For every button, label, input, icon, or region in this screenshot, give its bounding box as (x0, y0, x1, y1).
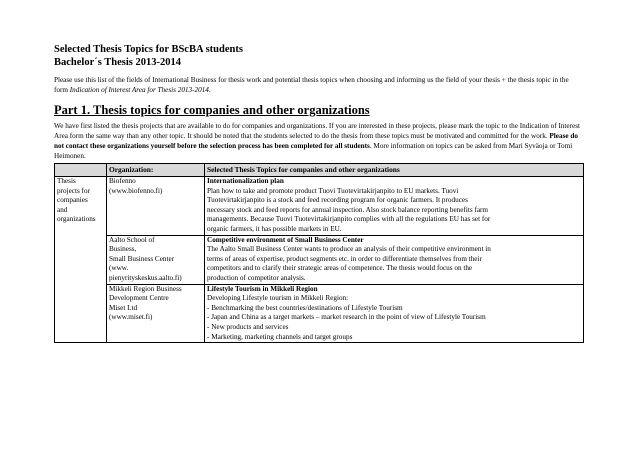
table-row (55, 177, 584, 236)
category-line: companies (57, 196, 88, 205)
org-line: pienyrityskeskus.aalto.fi) (109, 273, 182, 282)
topic-line: The Aalto Small Business Center wants to produce an analysis of their competitive environment in (207, 245, 491, 254)
part1-para-text: We have first listed the thesis projects that are available to do for companies and organizations. If you are interested in these projects, please mark the topic to the Indication of Interest Area form the same way than any other topic. It should be noted that the students selected to do the thesis from these topics must be motivated and committed for the work. (54, 122, 580, 140)
intro-text: Please use this list of the fields of International Business for thesis work and potential thesis topics when choosing and informing us the field of your thesis + the thesis topic in the form (54, 76, 569, 94)
intro-form-name: Indication of Interest Area for Thesis 2013-2014 (69, 86, 209, 94)
table-row (55, 235, 584, 284)
topic-title: Internationalization plan (207, 177, 284, 185)
org-line: Small Business Center (109, 254, 175, 263)
intro-end: . (208, 86, 211, 94)
category-cell (55, 177, 107, 343)
category-line: Thesis (57, 177, 76, 185)
table-header-row (55, 164, 584, 177)
org-line: Biofenno (109, 177, 136, 185)
table-row (55, 284, 584, 343)
topic-line: organic farmers, it has possible markets in EU. (207, 224, 342, 233)
topic-line: Developing Lifestyle tourism in Mikkeli Region: (207, 294, 349, 303)
thesis-topics-table (54, 163, 584, 343)
org-line: Development Centre (109, 294, 169, 303)
org-line: Aalto School of (109, 235, 155, 244)
part1-para-bold: Please do not contact these organizations yourself before the selection process has been completed for all students (54, 132, 578, 150)
topic-cell (205, 235, 584, 284)
topic-title: Competitive environment of Small Business Center (207, 235, 364, 244)
category-line: projects for (57, 186, 90, 195)
intro-paragraph (54, 75, 584, 95)
org-line: Mikkeli Region Business (109, 284, 182, 293)
title-line-1: Selected Thesis Topics for BScBA students (54, 44, 243, 55)
org-line: Miset Ltd (109, 303, 138, 312)
org-line: (www.miset.fi) (109, 313, 153, 322)
org-line: (www. (109, 264, 129, 273)
header-cell-topics: Selected Thesis Topics for companies and other organizations (205, 164, 584, 177)
part1-paragraph (54, 121, 584, 161)
org-line: Business, (109, 245, 137, 254)
topic-line: - Japan and China as a target markets – market research in the point of view of Lifestyle Tourism (207, 313, 486, 322)
category-line: organizations (57, 215, 96, 224)
topic-line: managements. Because Tuovi Tuotevirtakirjanpito complies with all the regulations EU has set for (207, 215, 491, 224)
organization-cell (107, 177, 205, 236)
topic-line: - Benchmarking the best countries/destinations of Lifestyle Tourism (207, 303, 403, 312)
title-line-2: Bachelor´s Thesis 2013-2014 (54, 57, 181, 68)
topic-line: terms of areas of expertise, product segments etc. in order to differentiate themselves from their (207, 254, 482, 263)
part1-para-end: . More information on topics can be asked from Mari Syväoja or Tomi Heimonen. (54, 142, 573, 160)
topic-cell (205, 284, 584, 343)
organization-cell (107, 284, 205, 343)
topic-line: Tuotevirtakirjanpito is a stock and feed recording program for organic farmers. It produces (207, 196, 468, 205)
topic-line: Plan how to take and promote product Tuovi Tuotevirtakirjanpito to EU markets. Tuovi (207, 186, 459, 195)
header-cell-blank (55, 164, 107, 177)
document-title (54, 43, 584, 69)
organization-cell (107, 235, 205, 284)
topic-line: production of competitor analysis. (207, 273, 306, 282)
org-line: (www.biofenno.fi) (109, 186, 163, 195)
document-page (54, 43, 584, 343)
topic-line: necessary stock and feed reports for annual inspection. Also stock balance reporting benefits farm (207, 205, 489, 214)
topic-line: - Marketing, marketing channels and target groups (207, 332, 353, 341)
topic-line: competitors and to clarify their strategic areas of competence. The thesis would focus on the (207, 264, 473, 273)
topic-cell (205, 177, 584, 236)
category-line: and (57, 205, 68, 214)
topic-line: - New products and services (207, 322, 289, 331)
topic-title: Lifestyle Tourism in Mikkeli Region (207, 284, 318, 293)
header-cell-organization: Organization: (107, 164, 205, 177)
part1-heading: Part 1. Thesis topics for companies and other organizations (54, 103, 370, 117)
